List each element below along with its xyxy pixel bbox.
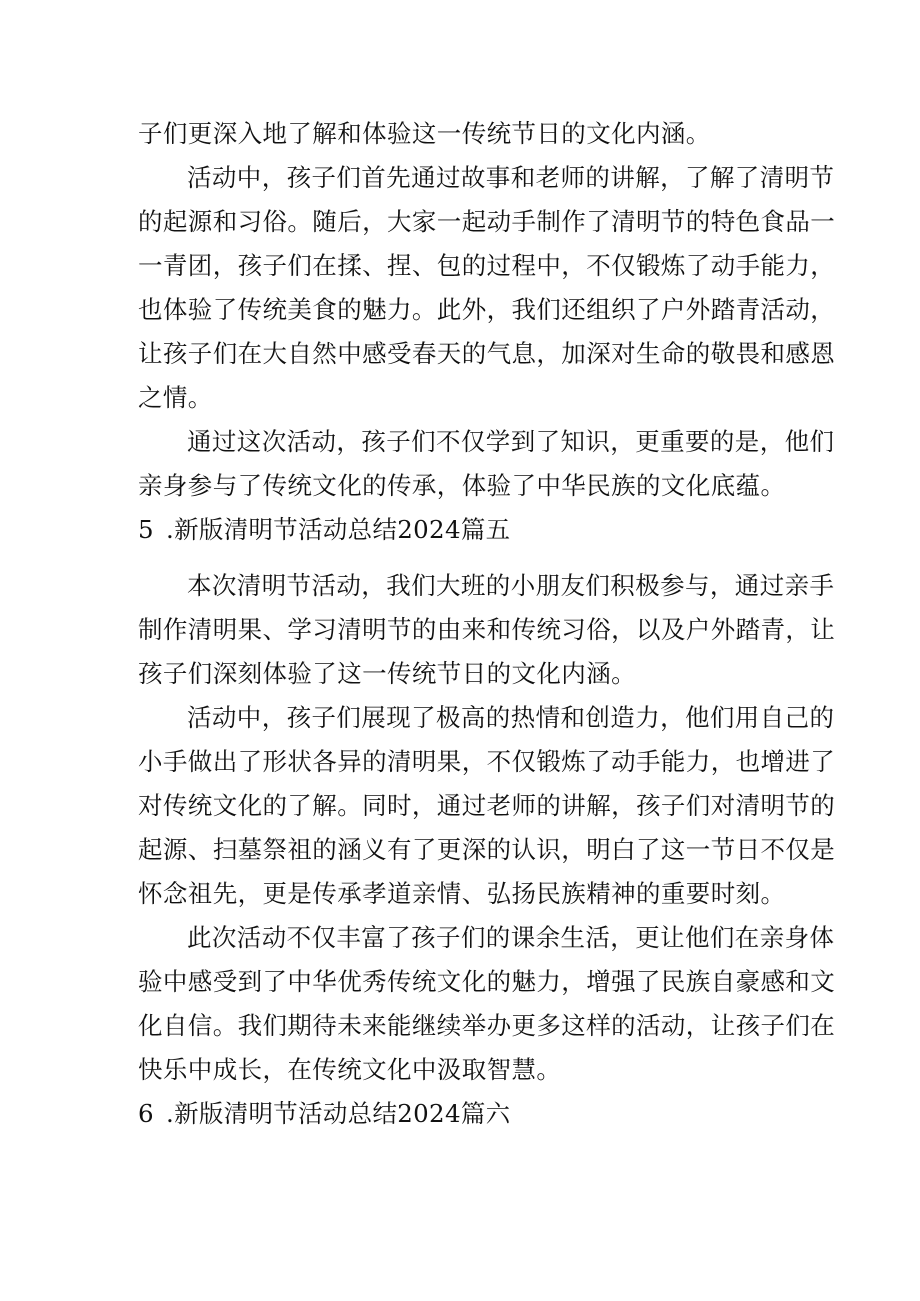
paragraph-line: 化自信。我们期待未来能继续举办更多这样的活动，让孩子们在 xyxy=(138,1011,836,1040)
paragraph-line: 起源、扫墓祭祖的涵义有了更深的认识，明白了这一节日不仅是 xyxy=(138,835,836,864)
heading-number: 5 xyxy=(138,515,154,544)
section-heading-6 xyxy=(138,1094,510,1134)
paragraph-line: 小手做出了形状各异的清明果，不仅锻炼了动手能力，也增进了 xyxy=(138,747,836,776)
paragraph-line: 怀念祖先，更是传承孝道亲情、弘扬民族精神的重要时刻。 xyxy=(138,879,786,908)
section-heading-5 xyxy=(138,510,510,550)
heading-number: 6 xyxy=(138,1099,154,1128)
paragraph-line: 此次活动不仅丰富了孩子们的课余生活，更让他们在亲身体 xyxy=(187,923,835,952)
paragraph-line: 本次清明节活动，我们大班的小朋友们积极参与，通过亲手 xyxy=(187,571,835,600)
paragraph-line: 的起源和习俗。随后，大家一起动手制作了清明节的特色食品一 xyxy=(138,207,836,236)
paragraph-line: 制作清明果、学习清明节的由来和传统习俗，以及户外踏青，让 xyxy=(138,615,836,644)
paragraph-line: 对传统文化的了解。同时，通过老师的讲解，孩子们对清明节的 xyxy=(138,791,836,820)
paragraph-line: 也体验了传统美食的魅力。此外，我们还组织了户外踏青活动， xyxy=(138,295,836,324)
paragraph-line: 让孩子们在大自然中感受春天的气息，加深对生命的敬畏和感恩 xyxy=(138,339,836,368)
paragraph-line: 验中感受到了中华优秀传统文化的魅力，增强了民族自豪感和文 xyxy=(138,967,836,996)
paragraph-line: 子们更深入地了解和体验这一传统节日的文化内涵。 xyxy=(138,119,711,148)
paragraph-line: 活动中，孩子们展现了极高的热情和创造力，他们用自己的 xyxy=(187,703,835,732)
paragraph-line: 一青团，孩子们在揉、捏、包的过程中，不仅锻炼了动手能力， xyxy=(138,251,836,280)
heading-text: .新版清明节活动总结2024篇五 xyxy=(166,515,511,544)
paragraph-line: 活动中，孩子们首先通过故事和老师的讲解，了解了清明节 xyxy=(187,163,835,192)
paragraph-line: 通过这次活动，孩子们不仅学到了知识，更重要的是，他们 xyxy=(187,427,835,456)
paragraph-line: 孩子们深刻体验了这一传统节日的文化内涵。 xyxy=(138,659,636,688)
paragraph-line: 亲身参与了传统文化的传承，体验了中华民族的文化底蕴。 xyxy=(138,471,786,500)
paragraph-line: 之情。 xyxy=(138,383,213,412)
heading-text: .新版清明节活动总结2024篇六 xyxy=(166,1099,511,1128)
paragraph-line: 快乐中成长，在传统文化中汲取智慧。 xyxy=(138,1055,562,1084)
